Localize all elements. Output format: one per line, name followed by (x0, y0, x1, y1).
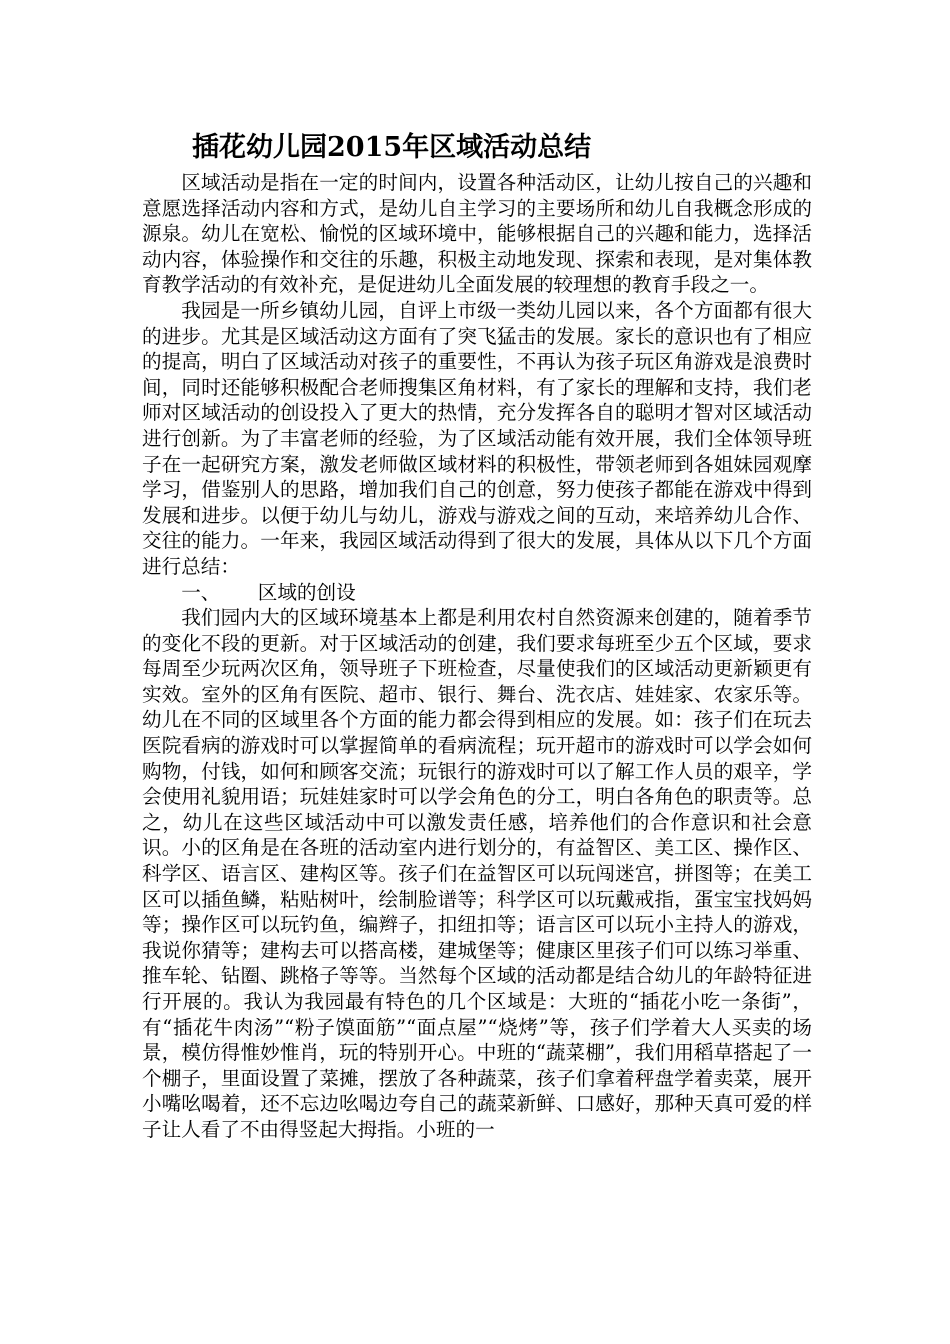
paragraph-background: 我园是一所乡镇幼儿园，自评上市级一类幼儿园以来，各个方面都有很大的进步。尤其是区域活动这方面有了突飞猛击的发展。家长的意识也有了相应的提高，明白了区域活动对孩子的重要性，不再认为孩子玩区角游戏是浪费时间，同时还能够积极配合老师搜集区角材料，有了家长的理解和支持，我们老师对区域活动的创设投入了更大的热情，充分发挥各自的聪明才智对区域活动进行创新。为了丰富老师的经验，为了区域活动能有效开展，我们全体领导班子在一起研究方案，激发老师做区域材料的积极性，带领老师到各姐妹园观摩学习，借鉴别人的思路，增加我们自己的创意，努力使孩子都能在游戏中得到发展和进步。以便于幼儿与幼儿，游戏与游戏之间的互动，来培养幼儿合作、交往的能力。一年来，我园区域活动得到了很大的发展，具体从以下几个方面进行总结： (142, 298, 812, 578)
paragraph-area-setup: 我们园内大的区域环境基本上都是利用农村自然资源来创建的，随着季节的变化不段的更新。对于区域活动的创建，我们要求每班至少五个区域，要求每周至少玩两次区角，领导班子下班检查，尽量使我们的区域活动更新颖更有实效。室外的区角有医院、超市、银行、舞台、洗衣店、娃娃家、农家乐等。幼儿在不同的区域里各个方面的能力都会得到相应的发展。如：孩子们在玩去医院看病的游戏时可以掌握简单的看病流程；玩开超市的游戏时可以学会如何购物，付钱，如何和顾客交流；玩银行的游戏时可以了解工作人员的艰辛，学会使用礼貌用语；玩娃娃家时可以学会角色的分工，明白各角色的职责等。总之，幼儿在这些区域活动中可以激发责任感，培养他们的合作意识和社会意识。小的区角是在各班的活动室内进行划分的，有益智区、美工区、操作区、科学区、语言区、建构区等。孩子们在益智区可以玩闯迷宫，拼图等；在美工区可以插鱼鳞，粘贴树叶，绘制脸谱等；科学区可以玩戴戒指，蛋宝宝找妈妈等；操作区可以玩钓鱼，编辫子，扣纽扣等；语言区可以玩小主持人的游戏，我说你猜等；建构去可以搭高楼，建城堡等；健康区里孩子们可以练习举重、推车轮、钻圈、跳格子等等。当然每个区域的活动都是结合幼儿的年龄特征进行开展的。我认为我园最有特色的几个区域是：大班的“插花小吃一条街”，有“插花牛肉汤”“粉子馍面筋”“面点屋”“烧烤”等，孩子们学着大人买卖的场景，模仿得惟妙惟肖，玩的特别开心。中班的“蔬菜棚”，我们用稻草搭起了一个棚子，里面设置了菜摊，摆放了各种蔬菜，孩子们拿着秤盘学着卖菜，展开小嘴吆喝着，还不忘边吆喝边夸自己的蔬菜新鲜、口感好，那种天真可爱的样子让人看了不由得竖起大拇指。小班的一 (142, 606, 812, 1141)
section-heading-number: 一、 (181, 580, 221, 604)
section-heading-text: 区域的创设 (257, 580, 356, 604)
document-body (142, 170, 812, 1143)
paragraph-intro: 区域活动是指在一定的时间内，设置各种活动区，让幼儿按自己的兴趣和意愿选择活动内容和方式，是幼儿自主学习的主要场所和幼儿自我概念形成的源泉。幼儿在宽松、愉悦的区域环境中，能够根据自己的兴趣和能力，选择活动内容，体验操作和交往的乐趣，积极主动地发现、探索和表现，是对集体教育教学活动的有效补充，是促进幼儿全面发展的较理想的教育手段之一。 (142, 171, 812, 297)
section-heading (142, 580, 812, 606)
document-title: 插花幼儿园2015年区域活动总结 (192, 132, 592, 163)
